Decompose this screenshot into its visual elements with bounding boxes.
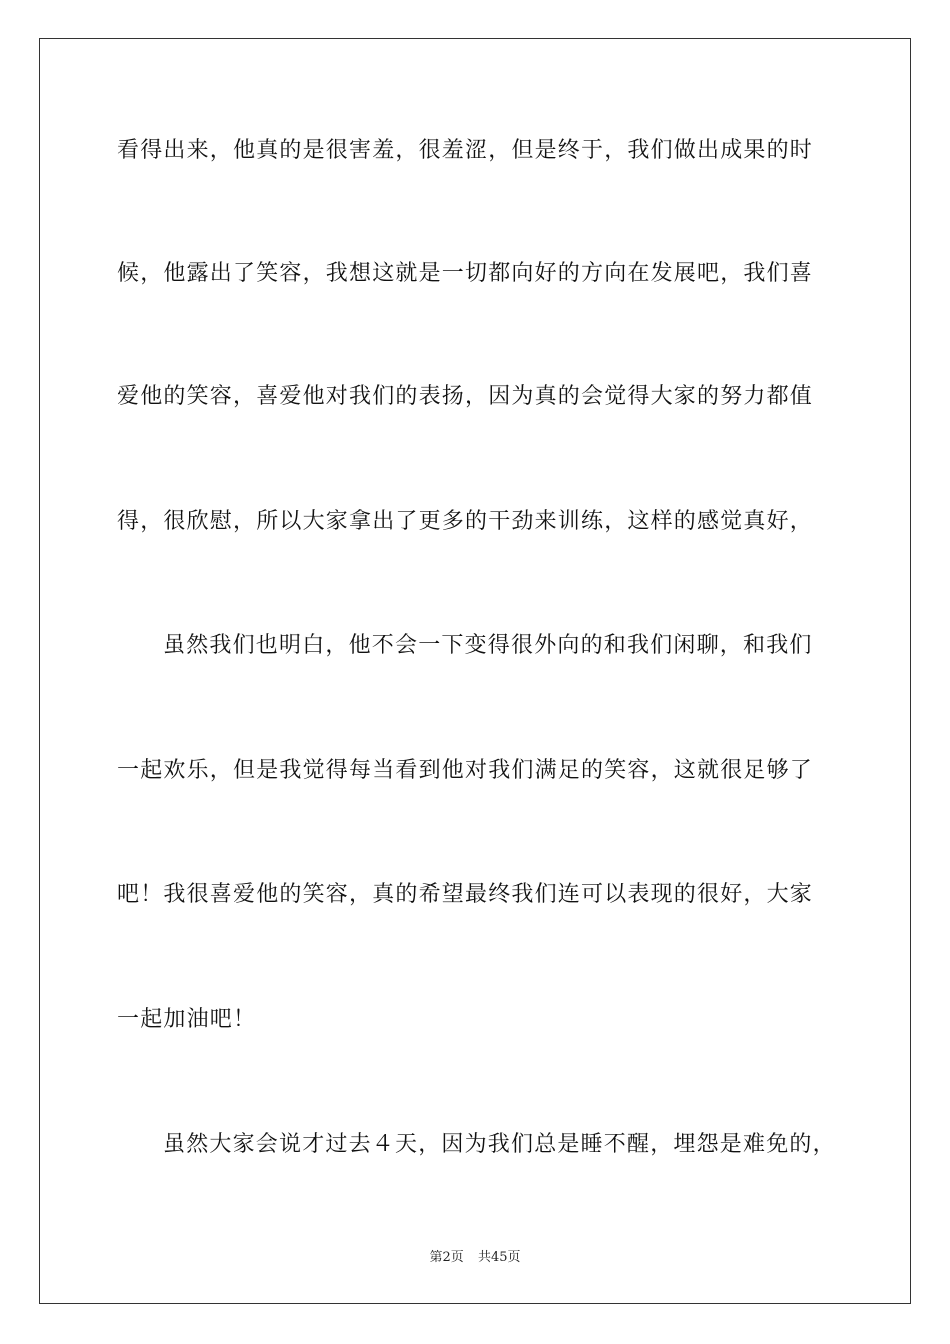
text-line-6: 一起欢乐，但是我觉得每当看到他对我们满足的笑容，这就很足够了 xyxy=(117,758,814,783)
text-line-2: 候，他露出了笑容，我想这就是一切都向好的方向在发展吧，我们喜 xyxy=(117,261,814,286)
text-line-7: 吧！我很喜爱他的笑容，真的希望最终我们连可以表现的很好，大家 xyxy=(117,882,814,907)
total-pages: 共45页 xyxy=(477,1250,521,1265)
page-footer xyxy=(0,1246,950,1265)
text-line-8: 一起加油吧！ xyxy=(117,1007,257,1032)
page-number: 第2页 xyxy=(429,1250,464,1265)
text-line-9: 虽然大家会说才过去４天，因为我们总是睡不醒，埋怨是难免的， xyxy=(163,1132,836,1157)
text-line-4: 得，很欣慰，所以大家拿出了更多的干劲来训练，这样的感觉真好， xyxy=(117,509,814,534)
page-frame xyxy=(39,38,911,1304)
text-line-5: 虽然我们也明白，他不会一下变得很外向的和我们闲聊，和我们 xyxy=(163,633,813,658)
text-line-3: 爱他的笑容，喜爱他对我们的表扬，因为真的会觉得大家的努力都值 xyxy=(117,384,814,409)
text-line-1: 看得出来，他真的是很害羞，很羞涩，但是终于，我们做出成果的时 xyxy=(117,138,814,163)
